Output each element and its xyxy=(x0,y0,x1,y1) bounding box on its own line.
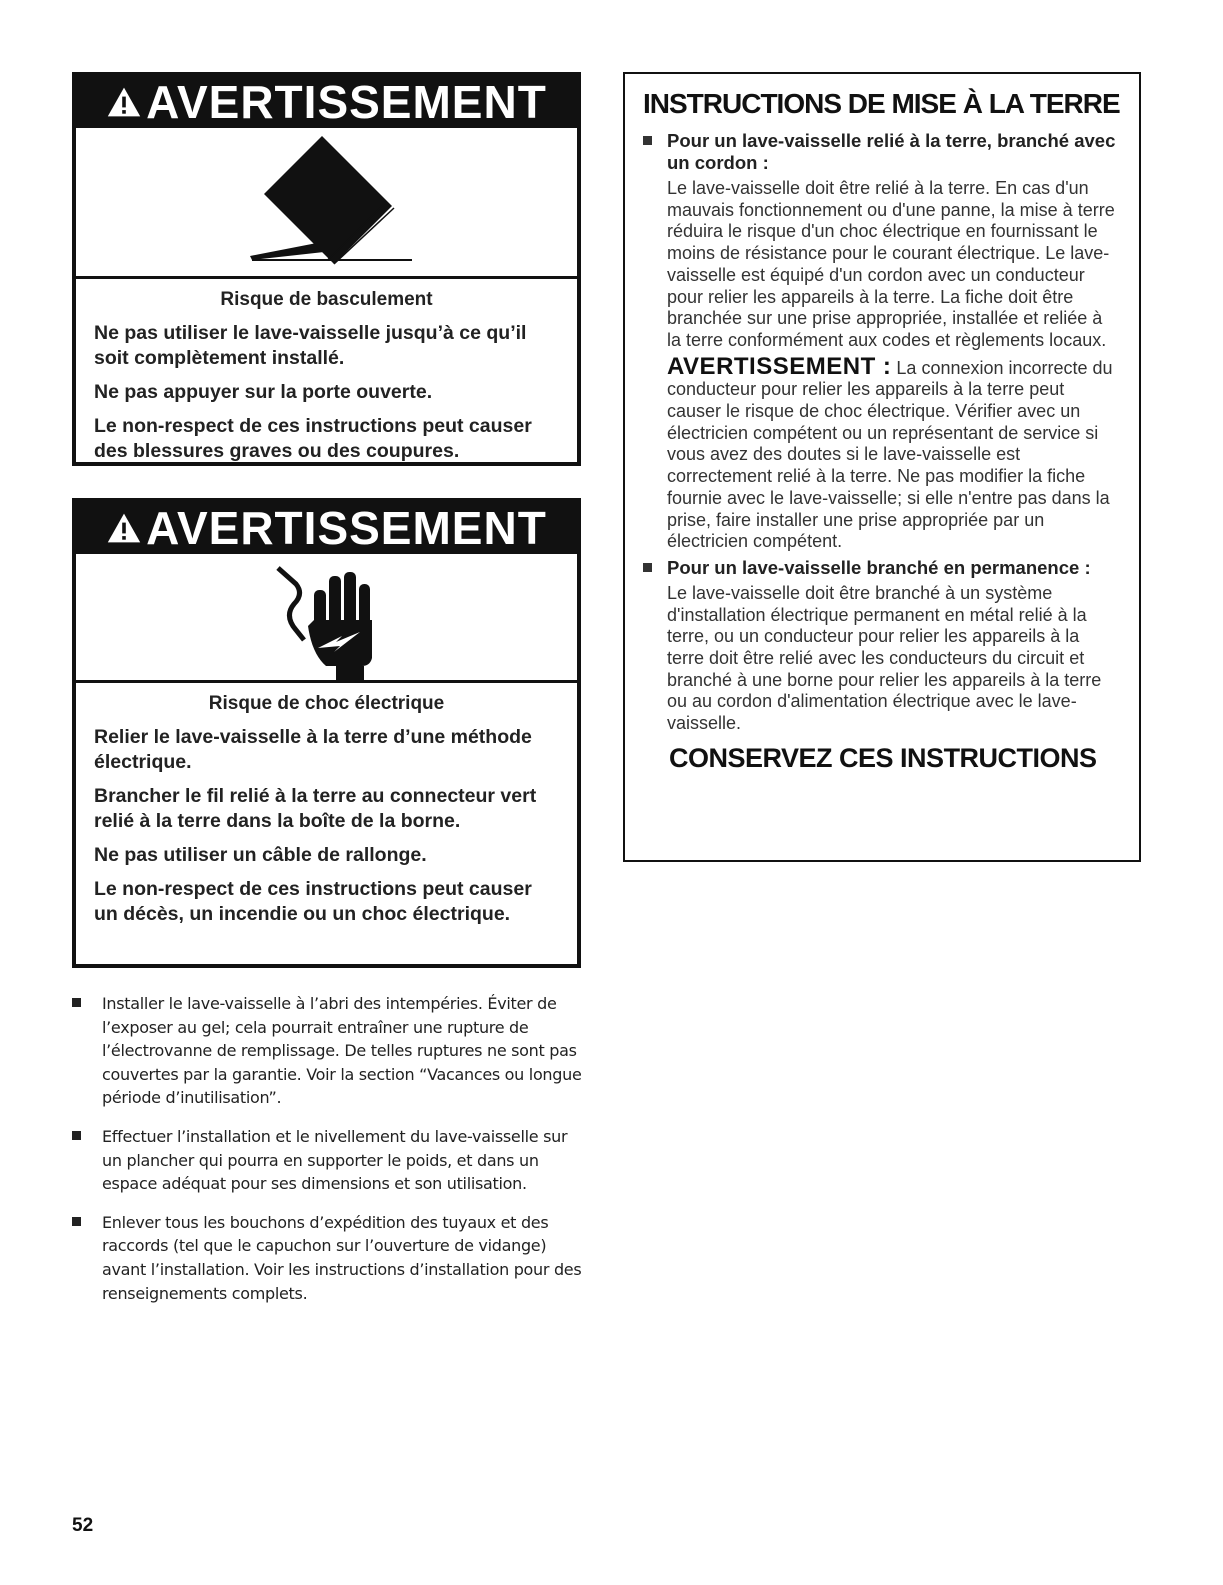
warning-paragraph: Le non-respect de ces instructions peut causer des blessures graves ou des coupures. xyxy=(94,415,532,462)
list-item xyxy=(72,1211,587,1305)
bullet-square-icon xyxy=(72,1131,81,1140)
warning-paragraph: Le non-respect de ces instructions peut causer un décès, un incendie ou un choc électrique. xyxy=(94,878,532,925)
grounding-title: INSTRUCTIONS DE MISE À LA TERRE xyxy=(643,88,1120,119)
warning-triangle-icon xyxy=(106,85,142,119)
bullet-square-icon xyxy=(643,136,652,145)
grounding-instructions-box xyxy=(623,72,1141,862)
electric-shock-hand-icon xyxy=(76,554,577,683)
warning-header-text: AVERTISSEMENT xyxy=(146,76,547,128)
bullet-square-icon xyxy=(643,563,652,572)
warning-triangle-icon xyxy=(106,511,142,545)
list-item-text: Enlever tous les bouchons d’expédition des tuyaux et des raccords (tel que le capuchon sur l’ouverture de vidange) avant l’installation. Voir les instructions d’installation pour des renseignements complets. xyxy=(102,1212,582,1303)
list-item-text: Effectuer l’installation et le nivellement du lave-vaisselle sur un plancher qui pourra en supporter le poids, et dans un espace adéquat pour ses dimensions et son utilisation. xyxy=(102,1126,568,1194)
page-number: 52 xyxy=(72,1515,94,1536)
electric-shock-warning-box xyxy=(72,498,581,968)
tip-over-warning-box xyxy=(72,72,581,466)
grounding-item-text: Le lave-vaisselle doit être branché à un système d'installation électrique permanent en métal relié à la terre, ou un conducteur pour relier les appareils à la terre doit être relié avec les conducteurs du circuit et branché à une borne pour relier les appareils à la terre ou au cordon d'alimentation électrique avec le lave-vaisselle. xyxy=(667,582,1102,734)
grounding-item-permanent xyxy=(647,557,1119,735)
warning-header xyxy=(76,76,577,128)
warning-paragraph: Relier le lave-vaisselle à la terre d’une méthode électrique. xyxy=(94,726,532,773)
tipping-dishwasher-icon xyxy=(76,128,577,279)
grounding-item-heading: Pour un lave-vaisselle branché en permanence : xyxy=(667,556,1091,578)
save-instructions-footer: CONSERVEZ CES INSTRUCTIONS xyxy=(669,742,1097,773)
warning-header-text: AVERTISSEMENT xyxy=(146,502,547,554)
risk-title: Risque de basculement xyxy=(220,289,433,310)
grounding-warning-label: AVERTISSEMENT : xyxy=(667,352,892,380)
grounding-item-cord xyxy=(647,130,1119,553)
warning-paragraph: Ne pas appuyer sur la porte ouverte. xyxy=(94,381,433,403)
list-item-text: Installer le lave-vaisselle à l’abri des intempéries. Éviter de l’exposer au gel; cela pourrait entraîner une rupture de l’électrovanne de remplissage. De telles ruptures ne sont pas couvertes par la garantie. Voir la section “Vacances ou longue période d’inutilisation”. xyxy=(102,994,582,1108)
risk-title: Risque de choc électrique xyxy=(208,693,445,714)
grounding-warning xyxy=(667,352,1119,553)
bullet-square-icon xyxy=(72,1217,81,1226)
warning-header xyxy=(76,502,577,554)
warning-paragraph: Ne pas utiliser le lave-vaisselle jusqu’à ce qu’il soit complètement installé. xyxy=(94,322,527,369)
bullet-square-icon xyxy=(72,998,81,1007)
list-item xyxy=(72,992,587,1110)
grounding-item-text: Le lave-vaisselle doit être relié à la terre. En cas d'un mauvais fonctionnement ou d'une panne, la mise à terre réduira le risque d'un choc électrique en fournissant le moins de résistance pour le courant électrique. Le lave-vaisselle est équipé d'un cordon avec un conducteur pour relier les appareils à la terre. La fiche doit être branchée sur une prise appropriée, installée et reliée à la terre conformément aux codes et règlements locaux. xyxy=(667,178,1115,350)
grounding-warning-text: La connexion incorrecte du conducteur pour relier les appareils à la terre peut causer le risque de choc électrique. Vérifier avec un électricien compétent ou un représentant de service si vous avez des doutes si le lave-vaisselle est correctement relié à la terre. Ne pas modifier la fiche fournie avec le lave-vaisselle; si elle n'entre pas dans la prise, faire installer une prise appropriée par un électricien compétent. xyxy=(667,357,1113,552)
warning-paragraph: Brancher le fil relié à la terre au connecteur vert relié à la terre dans la boîte de la borne. xyxy=(94,785,537,832)
installation-notes-list xyxy=(72,992,587,1320)
list-item xyxy=(72,1125,587,1196)
warning-paragraph: Ne pas utiliser un câble de rallonge. xyxy=(94,844,427,866)
grounding-item-heading: Pour un lave-vaisselle relié à la terre, branché avec un cordon : xyxy=(667,130,1116,173)
